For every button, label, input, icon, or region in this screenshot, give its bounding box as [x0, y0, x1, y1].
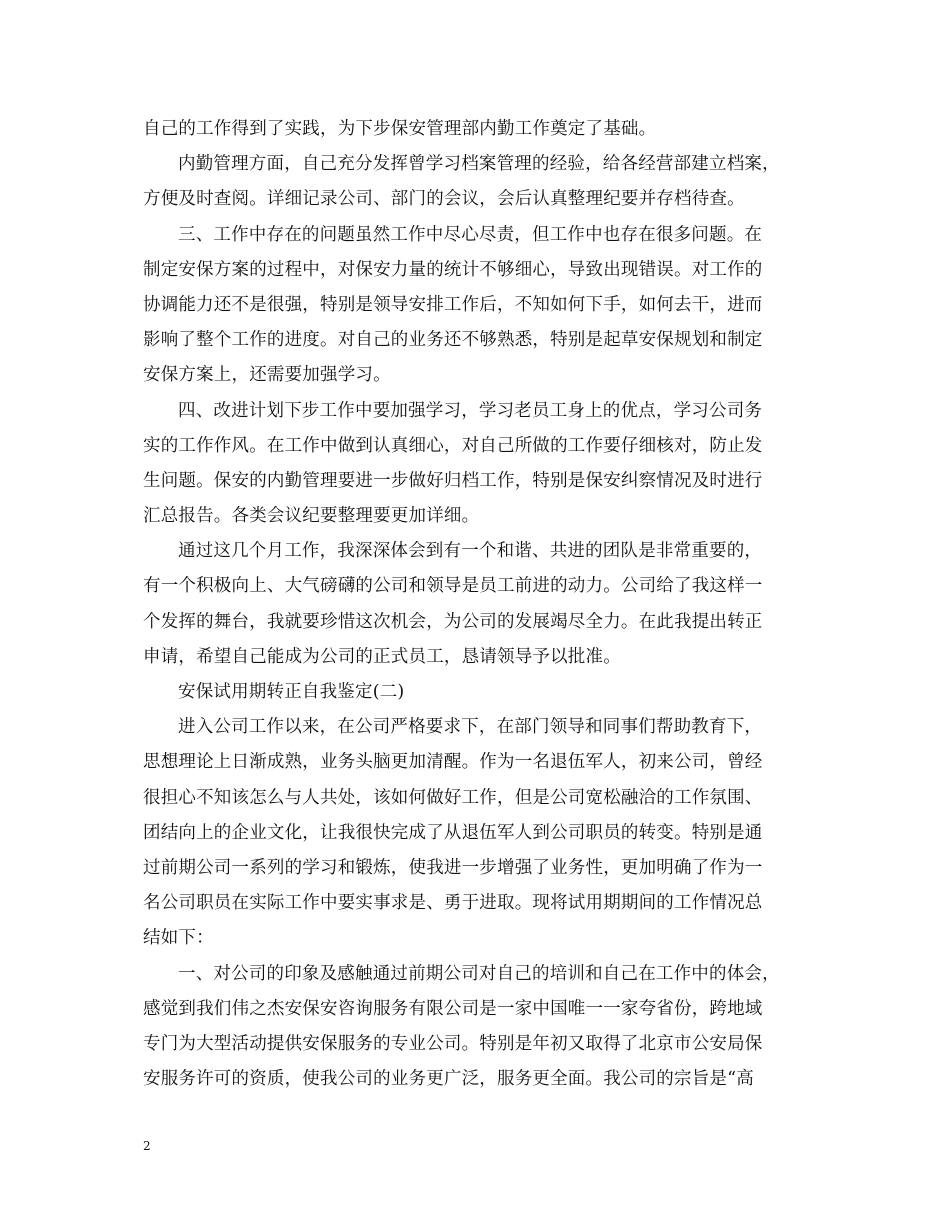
document-body — [143, 112, 823, 1097]
text-line: 自己的工作得到了实践，为下步保安管理部内勤工作奠定了基础。 — [143, 119, 657, 139]
text-line: 三、工作中存在的问题虽然工作中尽心尽责，但工作中也存在很多问题。在 — [178, 224, 763, 245]
text-line: 进入公司工作以来，在公司严格要求下，在部门领导和同事们帮助教育下， — [178, 717, 763, 738]
page-number: 2 — [143, 1139, 151, 1153]
text-line: 思想理论上日渐成熟，业务头脑更加清醒。作为一名退伍军人，初来公司，曾经 — [143, 752, 763, 773]
text-line: 感觉到我们伟之杰安保安咨询服务有限公司是一家中国唯一一家夸省份，跨地域 — [143, 998, 763, 1019]
text-line: 专门为大型活动提供安保服务的专业公司。特别是年初又取得了北京市公安局保 — [143, 1033, 763, 1054]
text-line: 申请，希望自己能成为公司的正式员工，恳请领导予以批准。 — [143, 646, 621, 667]
text-line: 很担心不知该怎么与人共处，该如何做好工作，但是公司宽松融洽的工作氛围、 — [143, 787, 763, 808]
text-line: 协调能力还不是很强，特别是领导安排工作后，不知如何下手，如何去干，进而 — [143, 294, 763, 315]
text-line: 影响了整个工作的进度。对自己的业务还不够熟悉，特别是起草安保规划和制定 — [143, 330, 763, 351]
text-line: 方便及时查阅。详细记录公司、部门的会议，会后认真整理纪要并存档待查。 — [143, 189, 745, 210]
text-line: 汇总报告。各类会议纪要整理要更加详细。 — [143, 506, 480, 527]
text-line: 内勤管理方面，自己充分发挥曾学习档案管理的经验，给各经营部建立档案， — [178, 154, 780, 175]
text-line: 通过这几个月工作，我深深体会到有一个和谐、共进的团队是非常重要的， — [178, 541, 763, 562]
text-line: 结如下： — [143, 928, 214, 949]
text-line: 一、对公司的印象及感触通过前期公司对自己的培训和自己在工作中的体会， — [178, 963, 780, 984]
text-line: 过前期公司一系列的学习和锻炼，使我进一步增强了业务性，更加明确了作为一 — [143, 857, 763, 878]
text-line: 安保试用期转正自我鉴定(二) — [178, 682, 405, 702]
text-line: 个发挥的舞台，我就要珍惜这次机会，为公司的发展竭尽全力。在此我提出转正 — [143, 611, 763, 632]
text-line: 团结向上的企业文化，让我很快完成了从退伍军人到公司职员的转变。特别是通 — [143, 822, 763, 843]
text-line: 安保方案上，还需要加强学习。 — [143, 365, 391, 386]
text-line: 安服务许可的资质，使我公司的业务更广泛，服务更全面。我公司的宗旨是“高 — [143, 1069, 754, 1090]
text-line: 实的工作作风。在工作中做到认真细心，对自己所做的工作要仔细核对，防止发 — [143, 435, 763, 456]
text-line: 生问题。保安的内勤管理要进一步做好归档工作，特别是保安纠察情况及时进行 — [143, 470, 763, 491]
text-line: 制定安保方案的过程中，对保安力量的统计不够细心，导致出现错误。对工作的 — [143, 259, 763, 280]
text-line: 四、改进计划下步工作中要加强学习，学习老员工身上的优点，学习公司务 — [178, 400, 763, 421]
text-line: 名公司职员在实际工作中要实事求是、勇于进取。现将试用期期间的工作情况总 — [143, 893, 763, 914]
text-line: 有一个积极向上、大气磅礴的公司和领导是员工前进的动力。公司给了我这样一 — [143, 576, 763, 597]
